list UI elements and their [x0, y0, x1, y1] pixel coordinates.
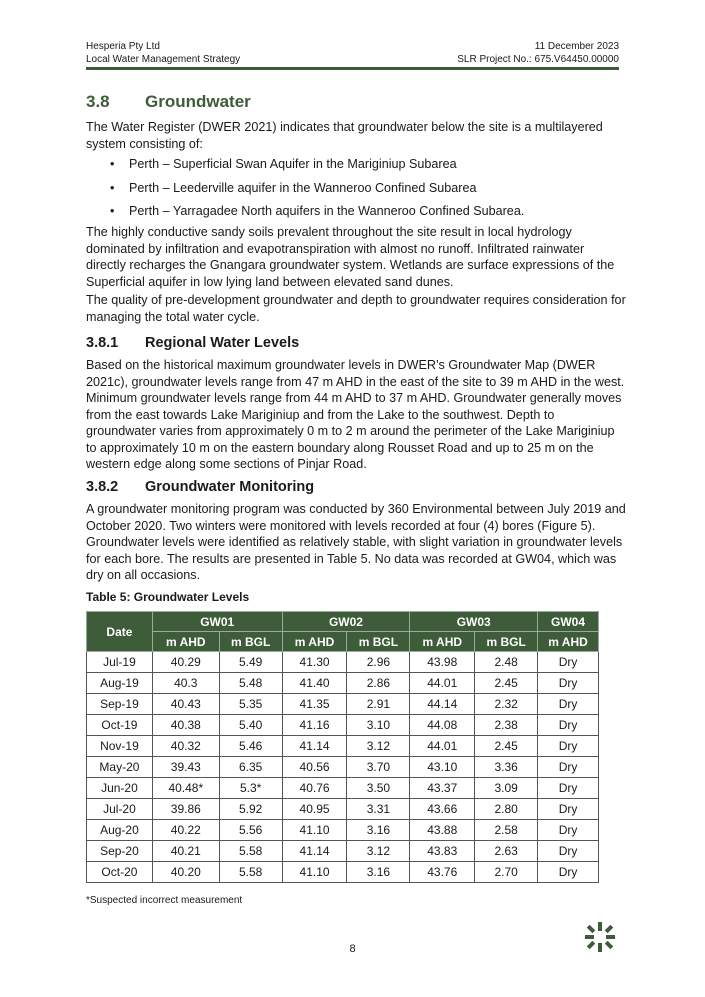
date-cell: Jul-20: [87, 799, 153, 820]
table-row: [87, 757, 599, 778]
value-cell: 2.63: [475, 841, 538, 862]
value-cell: 40.43: [152, 694, 219, 715]
value-cell: 44.01: [410, 736, 475, 757]
value-cell: 44.14: [410, 694, 475, 715]
group-header-gw02: GW02: [282, 612, 410, 632]
value-cell: 41.40: [282, 673, 347, 694]
bullet-icon: •: [110, 181, 115, 195]
value-cell: 2.32: [475, 694, 538, 715]
header-project: SLR Project No.: 675.V64450.00000: [457, 54, 619, 65]
table-row: [87, 862, 599, 883]
bullet-icon: •: [110, 204, 115, 218]
bullet-icon: •: [110, 157, 115, 171]
value-cell: 5.46: [219, 736, 282, 757]
value-cell: 3.12: [347, 841, 410, 862]
date-cell: Oct-19: [87, 715, 153, 736]
value-cell: Dry: [538, 736, 599, 757]
value-cell: 5.48: [219, 673, 282, 694]
table-row: [87, 799, 599, 820]
date-cell: May-20: [87, 757, 153, 778]
table-row: [87, 652, 599, 673]
value-cell: 5.58: [219, 841, 282, 862]
section-paragraph-3: The quality of pre-development groundwater and depth to groundwater requires consideration for managing the total water cycle.: [86, 293, 626, 324]
value-cell: 5.92: [219, 799, 282, 820]
value-cell: 40.20: [152, 862, 219, 883]
date-cell: Jul-19: [87, 652, 153, 673]
value-cell: Dry: [538, 799, 599, 820]
section-paragraph-2: The highly conductive sandy soils prevalent throughout the site result in local hydrology dominated by infiltration and evapotranspiration with almost no runoff. Infiltrated rainwater directly recharges the Gnangara groundwater system. Wetlands are surface expressions of the Superficial aquifer in low lying land between elevated sand dunes.: [86, 225, 615, 289]
value-cell: 40.95: [282, 799, 347, 820]
value-cell: Dry: [538, 862, 599, 883]
value-cell: 40.48*: [152, 778, 219, 799]
subheader: m BGL: [347, 632, 410, 652]
table-row: [87, 841, 599, 862]
value-cell: 5.56: [219, 820, 282, 841]
value-cell: Dry: [538, 841, 599, 862]
value-cell: 41.14: [282, 841, 347, 862]
value-cell: 3.50: [347, 778, 410, 799]
group-header-gw03: GW03: [410, 612, 538, 632]
table-caption: Table 5: Groundwater Levels: [86, 590, 250, 604]
value-cell: Dry: [538, 778, 599, 799]
table-row: [87, 820, 599, 841]
value-cell: Dry: [538, 673, 599, 694]
value-cell: 6.35: [219, 757, 282, 778]
subheader: m AHD: [282, 632, 347, 652]
value-cell: 5.58: [219, 862, 282, 883]
value-cell: 2.80: [475, 799, 538, 820]
section-number: 3.8: [86, 92, 110, 111]
value-cell: 41.14: [282, 736, 347, 757]
value-cell: 2.45: [475, 673, 538, 694]
table-row: [87, 694, 599, 715]
subheader: m AHD: [152, 632, 219, 652]
value-cell: 43.98: [410, 652, 475, 673]
value-cell: 41.35: [282, 694, 347, 715]
header-document: Local Water Management Strategy: [86, 54, 241, 65]
table-footnote: *Suspected incorrect measurement: [86, 895, 243, 906]
value-cell: 3.09: [475, 778, 538, 799]
header-date: 11 December 2023: [534, 41, 619, 52]
subheader: m BGL: [219, 632, 282, 652]
section-heading: [86, 92, 251, 112]
value-cell: Dry: [538, 715, 599, 736]
date-column-header: Date: [87, 612, 153, 652]
value-cell: 3.70: [347, 757, 410, 778]
table-row: [87, 715, 599, 736]
value-cell: 40.21: [152, 841, 219, 862]
value-cell: 40.29: [152, 652, 219, 673]
subsection-number: 3.8.2: [86, 479, 119, 495]
subsection-title: Groundwater Monitoring: [145, 479, 315, 495]
value-cell: 2.48: [475, 652, 538, 673]
value-cell: 2.86: [347, 673, 410, 694]
value-cell: 39.86: [152, 799, 219, 820]
value-cell: 43.37: [410, 778, 475, 799]
section-intro: The Water Register (DWER 2021) indicates that groundwater below the site is a multilayered system consisting of:: [86, 120, 603, 151]
value-cell: 41.10: [282, 820, 347, 841]
value-cell: 40.38: [152, 715, 219, 736]
date-cell: Sep-19: [87, 694, 153, 715]
subsection-heading-regional: [86, 335, 299, 351]
date-cell: Oct-20: [87, 862, 153, 883]
subheader: m BGL: [475, 632, 538, 652]
slr-logo-icon: [583, 920, 617, 954]
value-cell: 40.32: [152, 736, 219, 757]
value-cell: 44.08: [410, 715, 475, 736]
value-cell: 2.45: [475, 736, 538, 757]
subheader: m AHD: [538, 632, 599, 652]
table-row: [87, 736, 599, 757]
value-cell: 44.01: [410, 673, 475, 694]
value-cell: 3.31: [347, 799, 410, 820]
value-cell: 5.40: [219, 715, 282, 736]
value-cell: Dry: [538, 694, 599, 715]
value-cell: 2.70: [475, 862, 538, 883]
date-cell: Jun-20: [87, 778, 153, 799]
value-cell: 40.56: [282, 757, 347, 778]
monitoring-paragraph: A groundwater monitoring program was conducted by 360 Environmental between July 2019 and October 2020. Two winters were monitored with levels recorded at four (4) bores (Figure 5). Groundwater levels were identified as relatively stable, with slight variation in groundwater levels for each bore. The results are presented in Table 5. No data was recorded at GW04, which was dry on all occasions.: [86, 502, 626, 582]
value-cell: 3.10: [347, 715, 410, 736]
date-cell: Aug-20: [87, 820, 153, 841]
value-cell: 3.12: [347, 736, 410, 757]
group-header-gw01: GW01: [152, 612, 282, 632]
value-cell: 3.36: [475, 757, 538, 778]
date-cell: Sep-20: [87, 841, 153, 862]
date-cell: Aug-19: [87, 673, 153, 694]
table-row: [87, 778, 599, 799]
value-cell: Dry: [538, 820, 599, 841]
value-cell: 43.88: [410, 820, 475, 841]
value-cell: 43.76: [410, 862, 475, 883]
subsection-number: 3.8.1: [86, 335, 119, 351]
section-title: Groundwater: [145, 92, 251, 111]
value-cell: 3.16: [347, 820, 410, 841]
value-cell: 40.76: [282, 778, 347, 799]
value-cell: 41.30: [282, 652, 347, 673]
date-cell: Nov-19: [87, 736, 153, 757]
value-cell: 2.96: [347, 652, 410, 673]
table-row: [87, 673, 599, 694]
value-cell: 43.83: [410, 841, 475, 862]
table-body: [87, 652, 599, 883]
bullet-text: Perth – Superficial Swan Aquifer in the Mariginiup Subarea: [129, 157, 457, 171]
value-cell: 43.10: [410, 757, 475, 778]
value-cell: 41.16: [282, 715, 347, 736]
value-cell: 2.58: [475, 820, 538, 841]
bullet-text: Perth – Leederville aquifer in the Wanneroo Confined Subarea: [129, 181, 477, 195]
value-cell: 41.10: [282, 862, 347, 883]
value-cell: Dry: [538, 757, 599, 778]
page-number: 8: [349, 943, 356, 955]
header-company: Hesperia Pty Ltd: [86, 41, 160, 52]
subsection-title: Regional Water Levels: [145, 335, 300, 351]
groundwater-levels-table: [86, 611, 599, 883]
value-cell: 5.49: [219, 652, 282, 673]
subsection-heading-monitoring: [86, 479, 314, 495]
subheader: m AHD: [410, 632, 475, 652]
bullet-text: Perth – Yarragadee North aquifers in the Wanneroo Confined Subarea.: [129, 204, 525, 218]
value-cell: 5.3*: [219, 778, 282, 799]
value-cell: 2.38: [475, 715, 538, 736]
value-cell: 3.16: [347, 862, 410, 883]
value-cell: 39.43: [152, 757, 219, 778]
header-rule: [86, 67, 619, 70]
value-cell: Dry: [538, 652, 599, 673]
group-header-gw04: GW04: [538, 612, 599, 632]
value-cell: 40.3: [152, 673, 219, 694]
value-cell: 5.35: [219, 694, 282, 715]
value-cell: 2.91: [347, 694, 410, 715]
value-cell: 40.22: [152, 820, 219, 841]
value-cell: 43.66: [410, 799, 475, 820]
regional-levels-paragraph: Based on the historical maximum groundwater levels in DWER’s Groundwater Map (DWER 2021c), groundwater levels range from 47 m AHD in the east of the site to 39 m AHD in the west. Minimum groundwater levels range from 44 m AHD to 37 m AHD. Groundwater generally moves from the east towards Lake Mariginiup and from the Lake to the southwest. Depth to groundwater varies from approximately 0 m to 2 m around the perimeter of the Lake Mariginiup to approximately 10 m on the eastern boundary along Rousset Road and up to 25 m on the western edge along some sections of Pinjar Road.: [86, 358, 625, 471]
